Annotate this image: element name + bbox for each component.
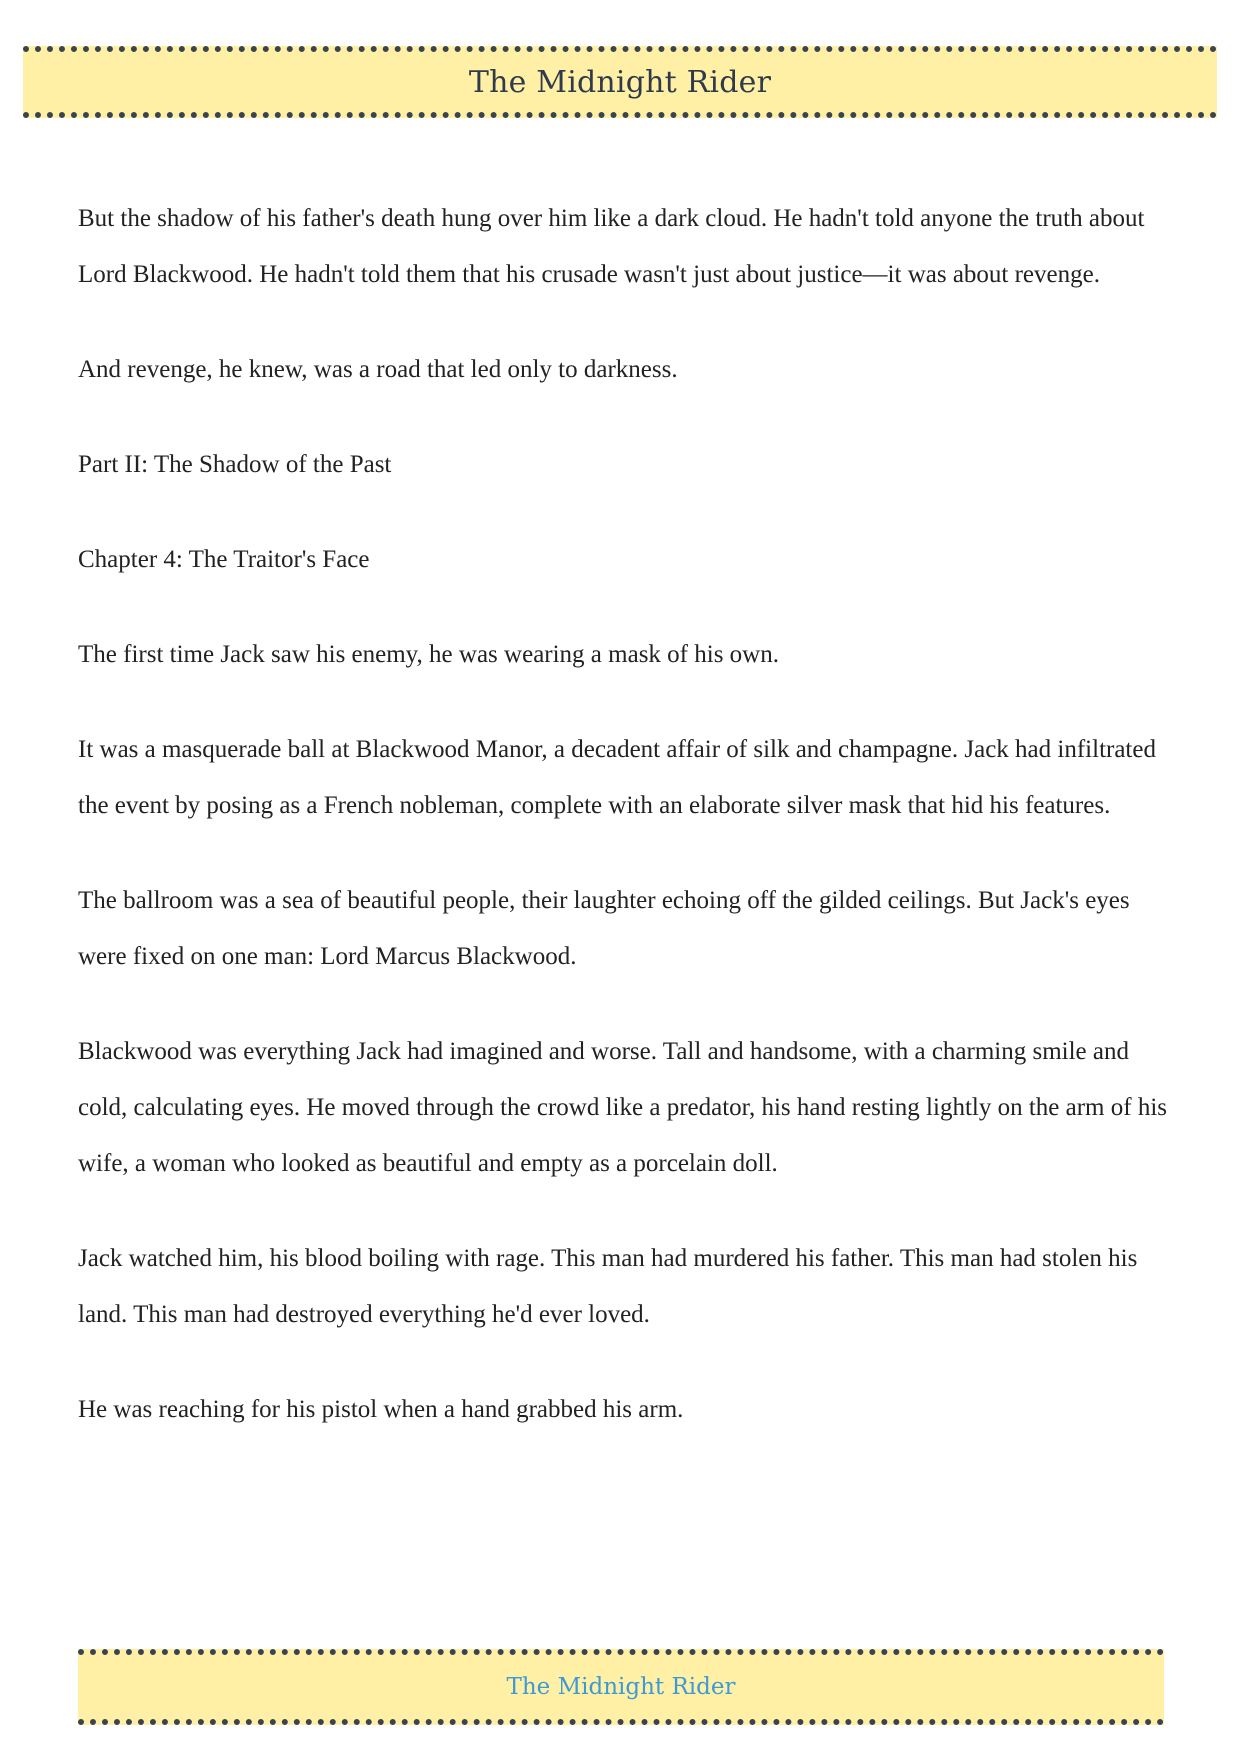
paragraph: The ballroom was a sea of beautiful people, their laughter echoing off the gilded ceilings. But Jack's eyes were fixed on one man: Lord Marcus Blackwood. xyxy=(78,887,1130,970)
paragraph: Blackwood was everything Jack had imagined and worse. Tall and handsome, with a charming smile and cold, calculating eyes. He moved through the crowd like a predator, his hand resting lightly on the arm of his wife, a woman who looked as beautiful and empty as a porcelain doll. xyxy=(78,1038,1167,1177)
chapter-heading: Chapter 4: The Traitor's Face xyxy=(78,546,370,573)
paragraph: Jack watched him, his blood boiling with rage. This man had murdered his father. This man had stolen his land. This man had destroyed everything he'd ever loved. xyxy=(78,1245,1138,1328)
part-heading: Part II: The Shadow of the Past xyxy=(78,451,392,478)
footer-title: The Midnight Rider xyxy=(506,1674,736,1700)
paragraph: It was a masquerade ball at Blackwood Manor, a decadent affair of silk and champagne. Jack had infiltrated the event by posing as a French nobleman, complete with an elaborate silver mask that hid his features. xyxy=(78,736,1156,819)
paragraph: But the shadow of his father's death hung over him like a dark cloud. He hadn't told anyone the truth about Lord Blackwood. He hadn't told them that his crusade wasn't just about justice—it was about revenge. xyxy=(78,205,1145,288)
page-footer xyxy=(78,1649,1164,1725)
page-title: The Midnight Rider xyxy=(468,64,772,100)
paragraph: The first time Jack saw his enemy, he was wearing a mask of his own. xyxy=(78,641,779,668)
paragraph: And revenge, he knew, was a road that led only to darkness. xyxy=(78,356,678,383)
page-header xyxy=(23,46,1217,118)
paragraph: He was reaching for his pistol when a hand grabbed his arm. xyxy=(78,1396,684,1423)
page-body xyxy=(78,205,1168,1477)
